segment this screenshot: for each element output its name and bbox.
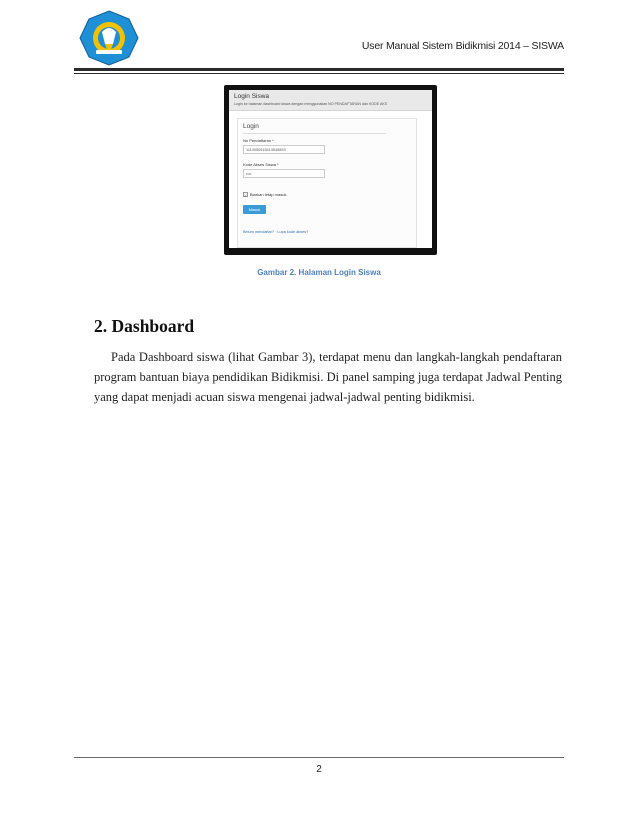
masuk-button[interactable]: Masuk [243, 205, 266, 214]
login-screenshot-figure [224, 85, 437, 255]
footer-divider [74, 757, 564, 758]
login-help-links[interactable]: Belum mendaftar? · Lupa kode akses? [243, 230, 309, 234]
no-pendaftaran-input[interactable]: 1114050915413545853 [243, 145, 325, 154]
section-paragraph: Pada Dashboard siswa (lihat Gambar 3), terdapat menu dan langkah-langkah pendaftaran program bantuan biaya pendidikan Bidikmisi. Di panel samping juga terdapat Jadwal Penting yang dapat menjadi acuan siswa mengenai jadwal-jadwal penting bidikmisi. [94, 350, 562, 404]
login-panel-title: Login [243, 123, 259, 130]
page-number: 2 [316, 764, 322, 775]
login-page [229, 90, 432, 248]
document-header-title: User Manual Sistem Bidikmisi 2014 – SISWA [361, 40, 564, 52]
login-form-panel [237, 118, 417, 248]
kode-akses-input[interactable]: •••• [243, 169, 325, 178]
tut-wuri-handayani-logo-icon [78, 10, 140, 66]
header-divider [74, 68, 564, 71]
remember-label: Biarkan tetap masuk [250, 192, 287, 197]
login-panel-divider [243, 133, 386, 134]
kode-akses-label: Kode Akses Siswa * [243, 162, 279, 167]
login-page-description: Login ke halaman dashboard siswa dengan menggunakan NO PENDAFTARAN dan KODE AKS [234, 102, 388, 106]
section-heading: 2. Dashboard [94, 316, 195, 336]
login-page-header [229, 90, 432, 111]
no-pendaftaran-label: No Pendaftaran * [243, 138, 274, 143]
figure-caption: Gambar 2. Halaman Login Siswa [257, 268, 381, 277]
remember-checkbox[interactable]: ✓ [244, 193, 248, 198]
header-divider-thin [74, 73, 564, 74]
login-page-title: Login Siswa [234, 93, 270, 100]
